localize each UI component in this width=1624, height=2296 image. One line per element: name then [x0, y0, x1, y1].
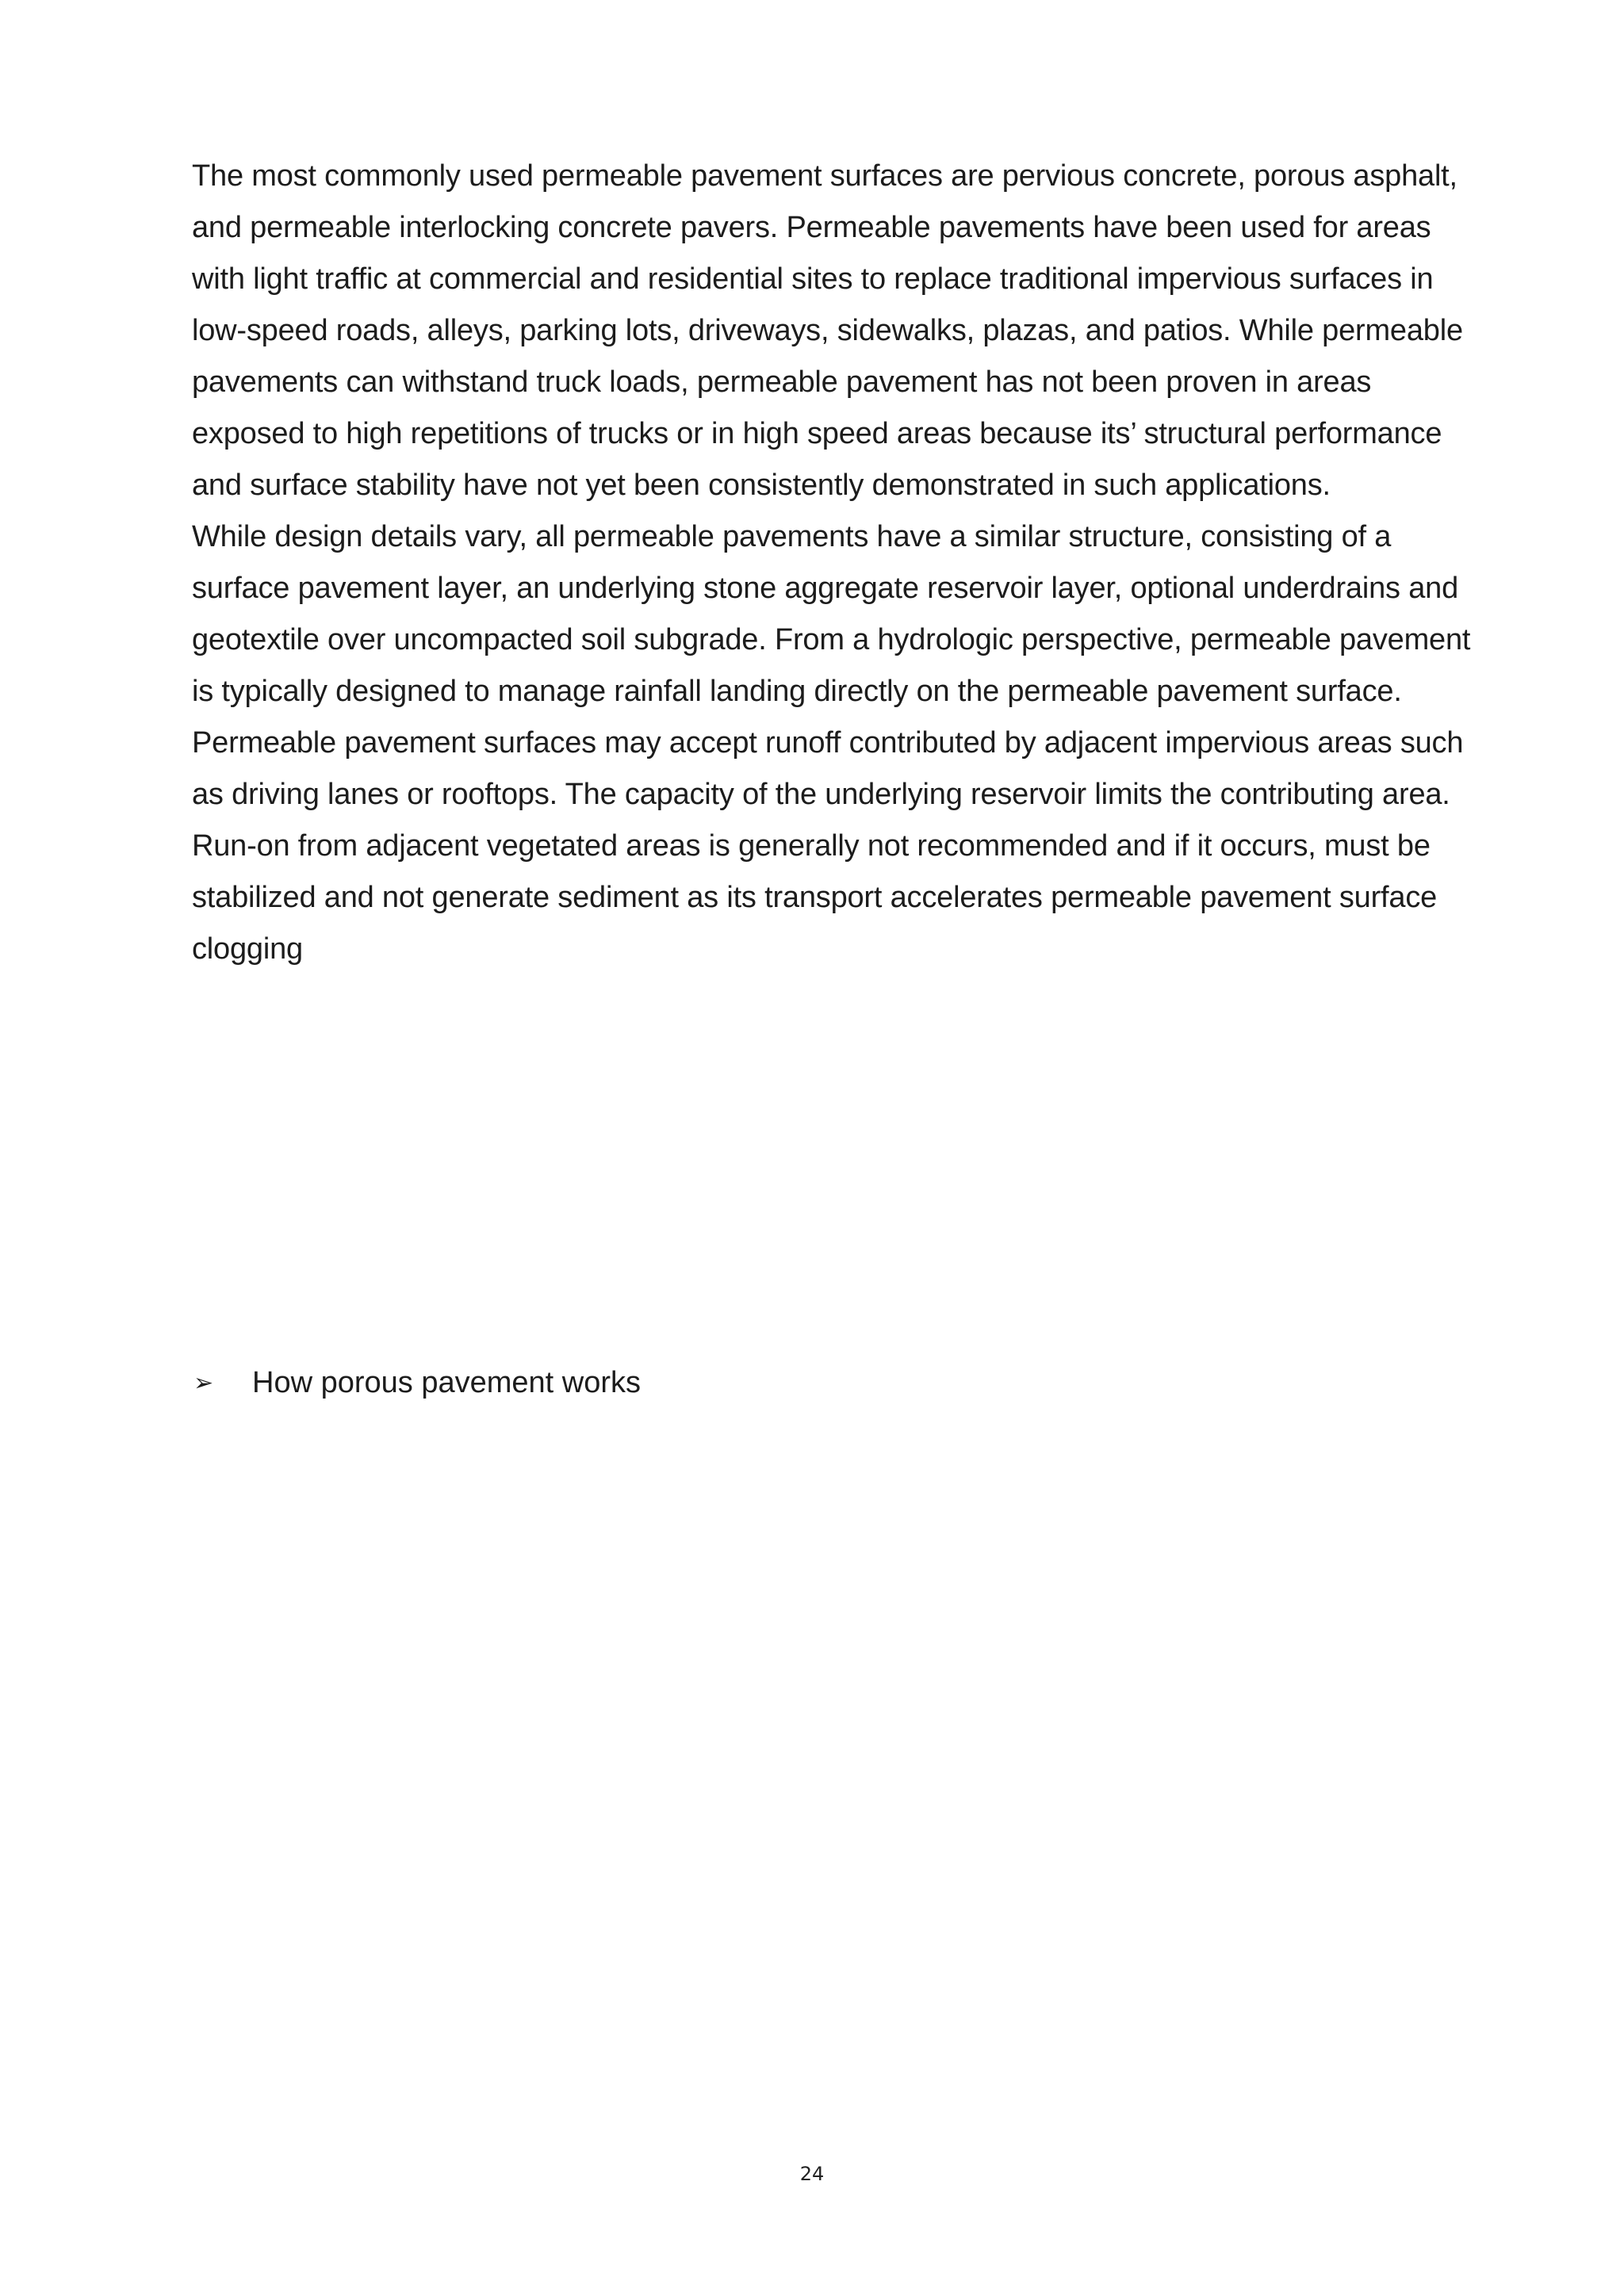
arrow-bullet-icon: ➢	[193, 1369, 214, 1397]
bullet-text: How porous pavement works	[252, 1366, 641, 1399]
bullet-item	[193, 1357, 641, 1409]
paragraph-2: While design details vary, all permeable pavements have a similar structure, consisting of a surface pavement layer, an underlying stone aggregate reservoir layer, optional underdrains and geotextile over uncompacted soil subgrade. From a hydrologic perspective, permeable pavement is typically designed to manage rainfall landing directly on the permeable pavement surface. Permeable pavement surfaces may accept runoff contributed by adjacent impervious areas such as driving lanes or rooftops. The capacity of the underlying reservoir limits the contributing area. Run-on from adjacent vegetated areas is generally not recommended and if it occurs, must be stabilized and not generate sediment as its transport accelerates permeable pavement surface clogging	[192, 520, 1471, 966]
body-text	[192, 151, 1477, 975]
page-number: 24	[799, 2163, 825, 2185]
paragraph-1: The most commonly used permeable pavement surfaces are pervious concrete, porous asphalt, and permeable interlocking concrete pavers. Permeable pavements have been used for areas with light traffic at commercial and residential sites to replace traditional impervious surfaces in low-speed roads, alleys, parking lots, driveways, sidewalks, plazas, and patios. While permeable pavements can withstand truck loads, permeable pavement has not been proven in areas exposed to high repetitions of trucks or in high speed areas because its’ structural performance and surface stability have not yet been consistently demonstrated in such applications.	[192, 159, 1463, 502]
